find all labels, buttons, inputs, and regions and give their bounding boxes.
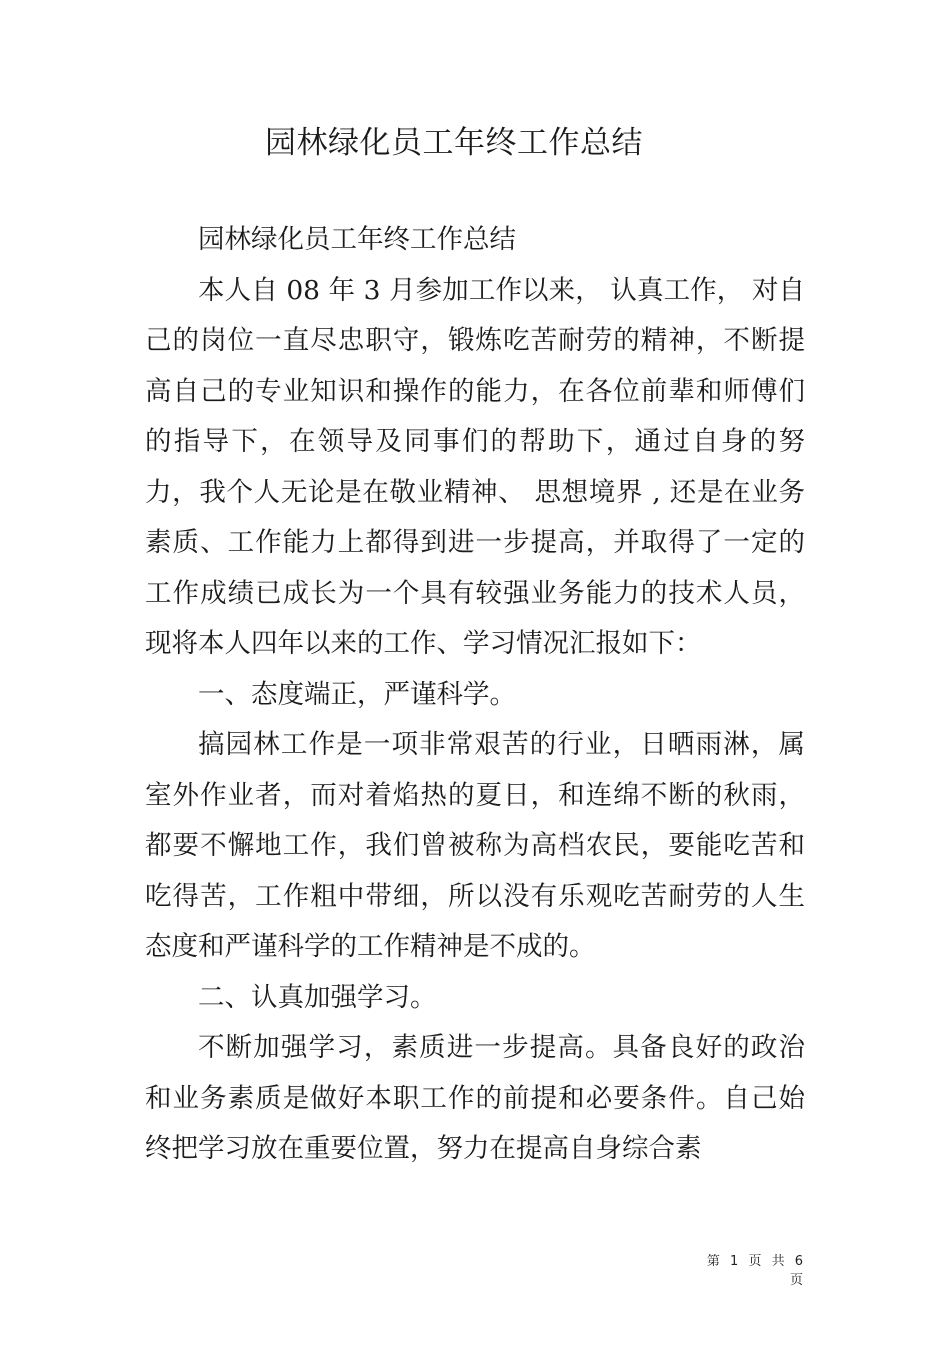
paragraph-heading: 园林绿化员工年终工作总结 <box>198 224 516 255</box>
paragraph-section-2: 不断加强学习，素质进一步提高。具备良好的政治和业务素质是做好本职工作的前提和必要条件。自己始终把学习放在重要位置，努力在提高自身综合素 <box>145 1032 805 1164</box>
section-heading-2: 二、认真加强学习。 <box>198 981 437 1013</box>
section-heading-1: 一、态度端正，严谨科学。 <box>198 678 516 710</box>
paragraph-section-1: 搞园林工作是一项非常艰苦的行业，日晒雨淋，属室外作业者，而对着焰热的夏日，和连绵不断的秋雨，都要不懈地工作，我们曾被称为高档农民，要能吃苦和吃得苦，工作粗中带细，所以没有乐观吃苦耐劳的人生态度和严谨科学的工作精神是不成的。 <box>145 729 805 962</box>
document-body <box>145 215 805 1175</box>
page-title: 园林绿化员工年终工作总结 <box>265 125 643 161</box>
paragraph-intro: 本人自 08 年 3 月参加工作以来， 认真工作， 对自己的岗位一直尽忠职守，锻炼吃苦耐劳的精神，不断提高自己的专业知识和操作的能力，在各位前辈和师傅们的指导下，在领导及同事们的帮助下，通过自身的努力，我个人无论是在敬业精神、 思想境界 , 还是在业务素质、工作能力上都得到进一步提高，并取得了一定的工作成绩已成长为一个具有较强业务能力的技术人员，现将本人四年以来的工作、学习情况汇报如下： <box>145 274 805 659</box>
page-footer: 第 1 页 共 6 页 <box>706 1254 806 1288</box>
